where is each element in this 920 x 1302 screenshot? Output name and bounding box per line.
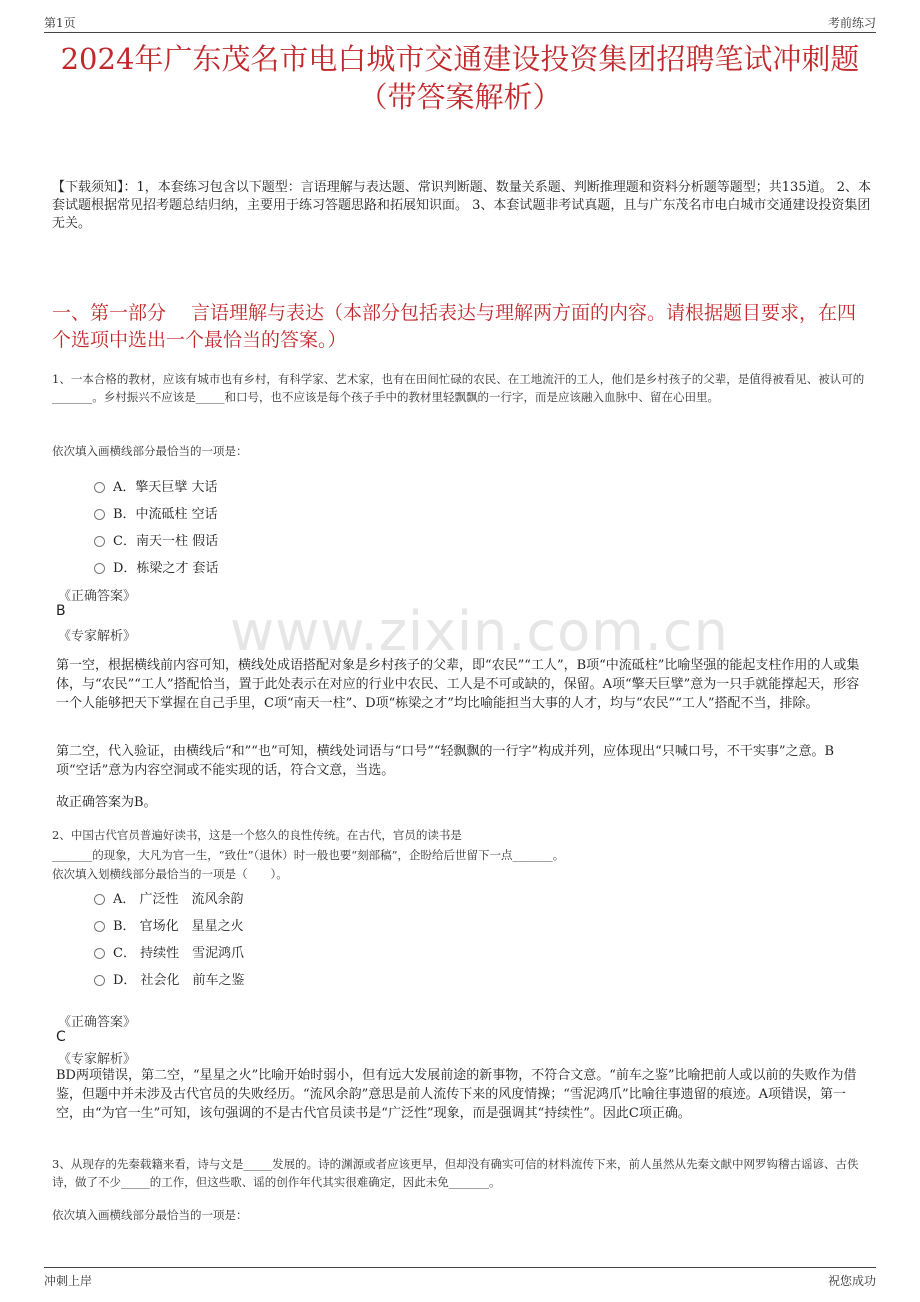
q2-stem-2: _______的现象，大凡为官一生，“致仕”（退休）时一般也要“刻部稿”，企盼给后世留下一点_______。 [52, 848, 565, 862]
radio-icon[interactable] [94, 948, 105, 959]
q1-prompt: 依次填入画横线部分最恰当的一项是： [52, 444, 248, 458]
title-line-2: （带答案解析） [358, 80, 562, 114]
page-number: 第1页 [44, 16, 76, 30]
header-label: 考前练习 [827, 16, 876, 30]
q2-answer: C [56, 1029, 66, 1045]
radio-icon[interactable] [94, 894, 105, 905]
q2-analysis-label: 《专家解析》 [58, 1052, 137, 1067]
radio-icon[interactable] [94, 975, 105, 986]
radio-icon[interactable] [94, 563, 105, 574]
q2-option-a[interactable]: A． 广泛性 流风余韵 [94, 888, 244, 907]
q1-option-d[interactable]: D．栋梁之才 套话 [94, 557, 219, 576]
radio-icon[interactable] [94, 509, 105, 520]
q1-analysis-label: 《专家解析》 [58, 629, 137, 644]
q1-answer-label: 《正确答案》 [58, 589, 137, 604]
q3-prompt: 依次填入画横线部分最恰当的一项是： [52, 1208, 248, 1222]
q3-stem: 3、从现存的先秦载籍来看，诗与文是_____发展的。诗的渊源或者应该更早，但却没有确实可信的材料流传下来，前人虽然从先秦文献中网罗钩稽古谣谚、古佚诗，做了不少_____的工作，但这些歌、谣的创作年代其实很难确定，因此未免_______。 [52, 1157, 859, 1189]
q1-answer: B [56, 603, 66, 619]
q1-explanation-2: 第二空，代入验证，由横线后“和”“也”可知，横线处词语与“口号”“轻飘飘的一行字”构成并列，应体现出“只喊口号，不干实事”之意。B项“空话”意为内容空洞或不能实现的话，符合文意，当选。 [56, 744, 835, 778]
q2-option-d[interactable]: D． 社会化 前车之鉴 [94, 969, 245, 988]
page-footer [44, 1267, 876, 1288]
q1-explanation-1: 第一空，根据横线前内容可知，横线处成语搭配对象是乡村孩子的父辈，即“农民”“工人”，B项“中流砥柱”比喻坚强的能起支柱作用的人或集体，与“农民”“工人”搭配恰当，置于此处表示在对应的行业中农民、工人是不可或缺的，保留。A项“擎天巨擘”意为一只手就能撑起天，形容一个人能够把天下掌握在自己手里，C项“南天一柱”、D项“栋梁之才”均比喻能担当大事的人才，均与“农民”“工人”搭配不当，排除。 [56, 658, 860, 711]
q2-option-c[interactable]: C． 持续性 雪泥鸿爪 [94, 942, 244, 961]
q2-option-b[interactable]: B． 官场化 星星之火 [94, 915, 244, 934]
q1-option-a[interactable]: A．擎天巨擘 大话 [94, 476, 218, 495]
q2-stem-1: 2、中国古代官员普遍好读书，这是一个悠久的良性传统。在古代，官员的读书是 [52, 828, 462, 842]
q1-option-b[interactable]: B．中流砥柱 空话 [94, 503, 218, 522]
radio-icon[interactable] [94, 921, 105, 932]
title-line-1: 2024年广东茂名市电白城市交通建设投资集团招聘笔试冲刺题 [60, 42, 860, 76]
watermark: www.zixin.com.cn [230, 600, 729, 663]
q1-explanation-3: 故正确答案为B。 [56, 795, 157, 810]
q1-option-c[interactable]: C．南天一柱 假话 [94, 530, 218, 549]
q2-explanation: BD两项错误，第二空，“星星之火”比喻开始时弱小，但有远大发展前途的新事物，不符合文意。“前车之鉴”比喻把前人或以前的失败作为借鉴，但题中并未涉及古代官员的失败经历。“流风余韵”意思是前人流传下来的风度情操；“雪泥鸿爪”比喻往事遗留的痕迹。A项错误，第一空，由“为官一生”可知，该句强调的不是古代官员读书是“广泛性”现象，而是强调其“持续性”。因此C项正确。 [56, 1068, 857, 1121]
document-title [0, 40, 920, 116]
q2-answer-label: 《正确答案》 [58, 1015, 137, 1030]
section-heading: 一、第一部分 言语理解与表达（本部分包括表达与理解两方面的内容。请根据题目要求，在四个选项中选出一个最恰当的答案。） [52, 302, 857, 351]
page-header [44, 12, 876, 33]
footer-right: 祝您成功 [827, 1274, 876, 1288]
radio-icon[interactable] [94, 482, 105, 493]
footer-left: 冲刺上岸 [44, 1274, 93, 1288]
q2-prompt: 依次填入划横线部分最恰当的一项是（ ）。 [52, 867, 288, 881]
radio-icon[interactable] [94, 536, 105, 547]
download-notice: 【下载须知】：1，本套练习包含以下题型：言语理解与表达题、常识判断题、数量关系题、判断推理题和资料分析题等题型；共135道。 2、本套试题根据常见招考题总结归纳，主要用于练习答题思路和拓展知识面。 3、本套试题非考试真题，且与广东茂名市电白城市交通建设投资集团无关。 [52, 180, 871, 231]
q1-stem: 1、一本合格的教材，应该有城市也有乡村，有科学家、艺术家，也有在田间忙碌的农民、在工地流汗的工人，他们是乡村孩子的父辈，是值得被看见、被认可的_______。乡村振兴不应该是_____和口号，也不应该是每个孩子手中的教材里轻飘飘的一行字，而是应该融入血脉中、留在心田里。 [52, 372, 865, 404]
